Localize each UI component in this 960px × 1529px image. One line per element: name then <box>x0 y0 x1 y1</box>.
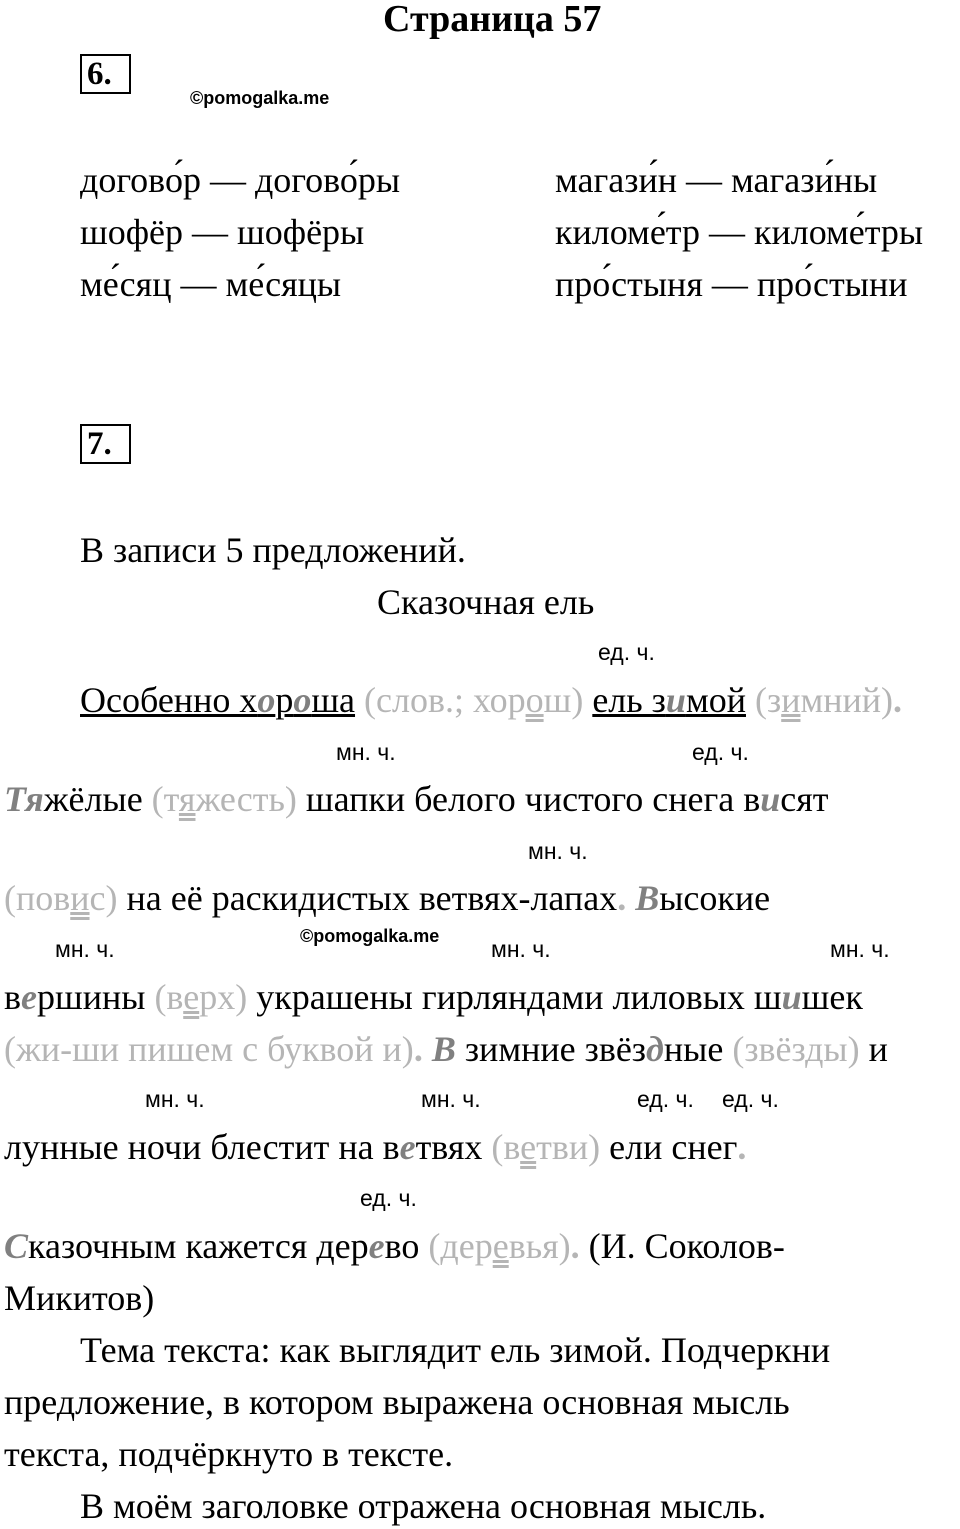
number-label: ед. ч. <box>637 1086 694 1112</box>
number-label: мн. ч. <box>491 936 551 962</box>
hint-text: (звёз <box>732 1029 806 1069</box>
task6-right-line-3: про́стыня — про́стыни <box>555 264 908 304</box>
text-run: ные <box>663 1029 724 1069</box>
sentence-3-line-1 <box>4 979 863 1015</box>
hint-letter: я <box>178 779 196 819</box>
hint <box>491 1127 600 1167</box>
hint-text: (в <box>154 977 184 1017</box>
number-label: мн. ч. <box>55 936 115 962</box>
task6-right-line-2: киломе́тр — киломе́тры <box>555 212 924 252</box>
hint-letter: е <box>183 977 200 1017</box>
sentence-end: . <box>413 1029 423 1069</box>
hint <box>4 878 118 918</box>
hint <box>732 1029 859 1069</box>
text-run: в <box>4 977 21 1017</box>
hint <box>152 779 297 819</box>
hint-letter: е <box>520 1127 537 1167</box>
text-run: и <box>868 1029 888 1069</box>
text-run: на её раскидистых ветвях-лапах <box>126 878 618 918</box>
hint <box>428 1226 570 1266</box>
hint <box>364 680 583 720</box>
number-label: ед. ч. <box>598 639 655 665</box>
capital-highlight: Тя <box>4 779 44 819</box>
sentence-end: . <box>617 878 627 918</box>
text-run: ысокие <box>659 878 771 918</box>
sentence-3-line-2 <box>4 1031 888 1067</box>
hint-text: (слов.; хор <box>364 680 526 720</box>
text-run: (И. Соколов- <box>588 1226 785 1266</box>
number-label: мн. ч. <box>421 1086 481 1112</box>
hint-text: (дер <box>428 1226 493 1266</box>
vowel-highlight: е <box>368 1226 385 1266</box>
theme-line-1: Тема текста: как выглядит ель зимой. Подчеркни <box>80 1330 831 1370</box>
conclusion: В моём заголовке отражена основная мысль. <box>80 1486 767 1526</box>
text-run: зимние звёз <box>464 1029 647 1069</box>
hint-text: (пов <box>4 878 71 918</box>
task6-left-line-1: догово́р — догово́ры <box>80 160 401 200</box>
sentence-end: . <box>570 1226 580 1266</box>
hint: (жи-ши пишем с буквой и) <box>4 1029 414 1069</box>
number-label: мн. ч. <box>830 936 890 962</box>
vowel-highlight: о <box>257 680 276 720</box>
number-label: мн. ч. <box>336 739 396 765</box>
task-6-number: 6. <box>80 54 131 94</box>
sentence-4-line-2 <box>4 1129 746 1165</box>
hint <box>154 977 247 1017</box>
hint-letter: и <box>70 878 90 918</box>
vowel-highlight: и <box>760 779 781 819</box>
sentence-2-line-1 <box>4 781 829 817</box>
sentence-end: . <box>737 1127 747 1167</box>
vowel-highlight: о <box>293 680 312 720</box>
hint-text: жесть) <box>195 779 297 819</box>
watermark: ©pomogalka.me <box>300 926 440 946</box>
hint-text: ш) <box>543 680 584 720</box>
watermark: ©pomogalka.me <box>190 88 330 108</box>
text-run: шапки белого чистого снега в <box>305 779 761 819</box>
main-idea-part <box>592 680 746 720</box>
main-idea-part <box>80 680 355 720</box>
text-run: твях <box>415 1127 483 1167</box>
task-7-number: 7. <box>80 424 131 464</box>
hint-text: (з <box>754 680 782 720</box>
sentence-2-line-2 <box>4 880 770 916</box>
hint-text: мний) <box>800 680 894 720</box>
vowel-highlight: и <box>665 680 686 720</box>
hint-letter: о <box>525 680 544 720</box>
task7-intro: В записи 5 предложений. <box>80 530 466 570</box>
text-run: ша <box>311 680 356 720</box>
text-title: Сказочная ель <box>377 582 595 622</box>
hint <box>755 680 893 720</box>
hint-text: тви) <box>536 1127 601 1167</box>
hint-text: вья) <box>508 1226 571 1266</box>
number-label: ед. ч. <box>692 739 749 765</box>
sentence-1 <box>80 682 902 718</box>
theme-line-3: текста, подчёркнуто в тексте. <box>4 1434 454 1474</box>
hint-text: (в <box>491 1127 521 1167</box>
text-run: жёлые <box>43 779 143 819</box>
hint-text: с) <box>89 878 118 918</box>
consonant-highlight: д <box>646 1029 664 1069</box>
vowel-highlight: и <box>781 977 802 1017</box>
number-label: мн. ч. <box>145 1086 205 1112</box>
hint-text: рх) <box>199 977 248 1017</box>
vowel-highlight: е <box>399 1127 416 1167</box>
task6-left-line-2: шофёр — шофёры <box>80 212 365 252</box>
text-run: лунные ночи блестит на в <box>4 1127 400 1167</box>
number-label: мн. ч. <box>528 838 588 864</box>
text-run: шек <box>801 977 863 1017</box>
capital-highlight: С <box>4 1226 29 1266</box>
capital-highlight: В <box>431 1029 456 1069</box>
hint-letter: д <box>805 1029 824 1069</box>
hint-text: ы) <box>823 1029 860 1069</box>
hint-letter: и <box>781 680 801 720</box>
text-run: р <box>275 680 294 720</box>
hint-letter: е <box>492 1226 509 1266</box>
task6-left-line-3: ме́сяц — ме́сяцы <box>80 264 342 304</box>
text-run: украшены гирляндами лиловых ш <box>256 977 782 1017</box>
task6-right-line-1: магази́н — магази́ны <box>555 160 878 200</box>
capital-highlight: В <box>635 878 660 918</box>
number-label: ед. ч. <box>722 1086 779 1112</box>
text-run: ели снег <box>609 1127 738 1167</box>
sentence-end: . <box>893 680 903 720</box>
sentence-5-line-2: Микитов) <box>4 1278 155 1318</box>
sentence-5-line-1 <box>4 1228 785 1264</box>
text-run: ршины <box>36 977 146 1017</box>
number-label: ед. ч. <box>360 1185 417 1211</box>
text-run: Особенно х <box>80 680 258 720</box>
vowel-highlight: е <box>21 977 37 1017</box>
hint-text: (т <box>151 779 179 819</box>
text-run: ель з <box>592 680 666 720</box>
text-run: во <box>384 1226 420 1266</box>
theme-line-2: предложение, в котором выражена основная мысль <box>4 1382 790 1422</box>
text-run: казочным кажется дер <box>28 1226 369 1266</box>
text-run: сят <box>780 779 829 819</box>
page-title: Страница 57 <box>383 0 602 40</box>
text-run: мой <box>685 680 746 720</box>
